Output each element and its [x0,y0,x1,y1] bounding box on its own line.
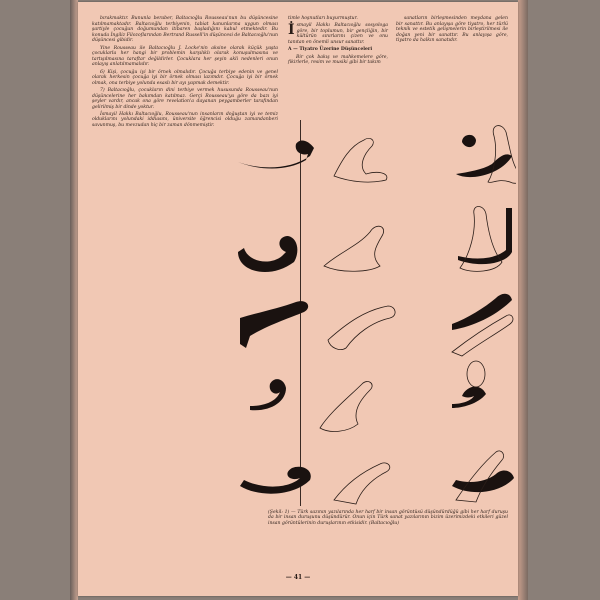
paragraph: bırakmaktır. Bununla beraber, Baltacıoğlu Rousseau'nun bu düşüncesine katılmamaktadır. Baltacıoğlu terbiyenin, tabiat kanunlarına uygun olması şartiyle çocuğun doğumundan itibaren başladığını kabul etmektedir. Bu konuda İngiliz Filozoflarından Bertrand Russell'in düşüncesi de Baltacıoğlu'nun düşüncesi gibidir. [92,16,278,44]
paragraph: Yine Rousseau ile Baltacıoğlu J. Locke'nin aksine olarak küçük yaşta çocuklarla her hangi bir problemin karşılıklı olarak konuşulmasına ve tartışılmasına taraftar değildirler. Çocuklara her şeyin akli nedenleri onun anlayış anlatılmamalıdır. [92,45,278,68]
page-spine [518,0,528,600]
human-figure-3 [324,226,384,271]
paragraph-with-dropcap [288,23,388,45]
face-mask-figure [467,361,485,387]
paragraph: 7) Baltacıoğlu, çocukların dini terbiye vermek hususunda Rousseau'nun düşüncelerine her bakımdan katılmaz. Gerçi Rousseau'ya göre da bazı iyi şeyler vardır, ancak ona göre revelation'a dayanan peygamberler tarafından gelirilmiş bir dinde yoktur. [92,87,278,110]
page-number [78,574,518,581]
paragraph-text: smayil Hakkı Baltacıoğlu sosyologa göre, bir toplumun, bir gençliğin, bir kültürün sınırlarını çizen ve onu tanıtan en önemli unsur sanattır. [288,23,388,45]
letter-vav-left [250,379,286,410]
calligraphy-figure-svg [230,112,516,508]
page-number-text: — 41 — [285,574,311,581]
section-subhead: A — Tiyatro Üzerine Düşünceleri [288,47,373,53]
human-figure-8 [334,463,390,504]
human-figure-7 [320,382,372,432]
paragraph: 6) Kişi, çocuğu iyi bir örnek olmalıdır. Çocuğa terbiye edenin ve genel olarak herkesin çocuğa iyi bir örnek olması lazımdır. Çocuğa iyi bir örnek olmak, ona terbiye yolunda esaslı bir ayı yapmak demektir. [92,69,278,86]
page-left-edge [70,0,78,600]
letter-kaf-right [458,208,512,264]
letter-ya-right [452,471,514,493]
paragraph: timle hoşnutları buyurmuştur. [288,16,358,21]
letter-fa-right [456,135,512,177]
letter-fa-left [238,141,314,169]
figure-caption: (Şekil: 1) — Türk sazının yazılarında her harf bir insan görüntüsü düşündürdüğü gibi her harf duruşu da bir insan duruşunu düşündürür. Onun için Türk sanat yazılarının bizim üzerimizdeki etkileri güzel insan görüntülerinin duruşlarının etkisidir. (Baltacıoğlu) [268,510,508,526]
dropcap: İ [288,22,295,39]
text-column-3 [396,16,508,46]
paragraph: sanatların birleşmesinden meydana gelen bir sanattır. Bu anlayışa göre tiyatro, her türlü teknik ve estetik gelişmelerin birleştirilmesi ile doğan yeni bir sanattır. Bu anlayışa göre, tiyatro da halkın sanatıdır. [396,16,508,44]
paragraph: Bir çok bakış ve mahkemelere göre, fikirlerle, resim ve musiki gibi bir takım [288,54,388,66]
text-column-2 [288,16,388,68]
letter-qaf-left [238,236,297,272]
human-figure-2 [488,126,516,184]
human-figure-5 [328,306,395,350]
human-figure-1 [334,138,387,182]
letter-ha-right [452,387,486,408]
letter-ya-left [240,467,311,494]
document-page [78,2,518,596]
letter-mim-right [452,294,512,330]
paragraph: İsmayil Hakkı Baltacıoğlu, Rousseau'nun insanların doğuştan iyi ve temiz olduklarını yolundaki iddiasını, üniversite öğrencisi olduğu zamandanberi savunmuş, bu mevzudan hiç bir zaman dönmemiştir. [92,111,278,129]
letter-mim-left [240,301,308,348]
calligraphy-figure [230,112,516,508]
